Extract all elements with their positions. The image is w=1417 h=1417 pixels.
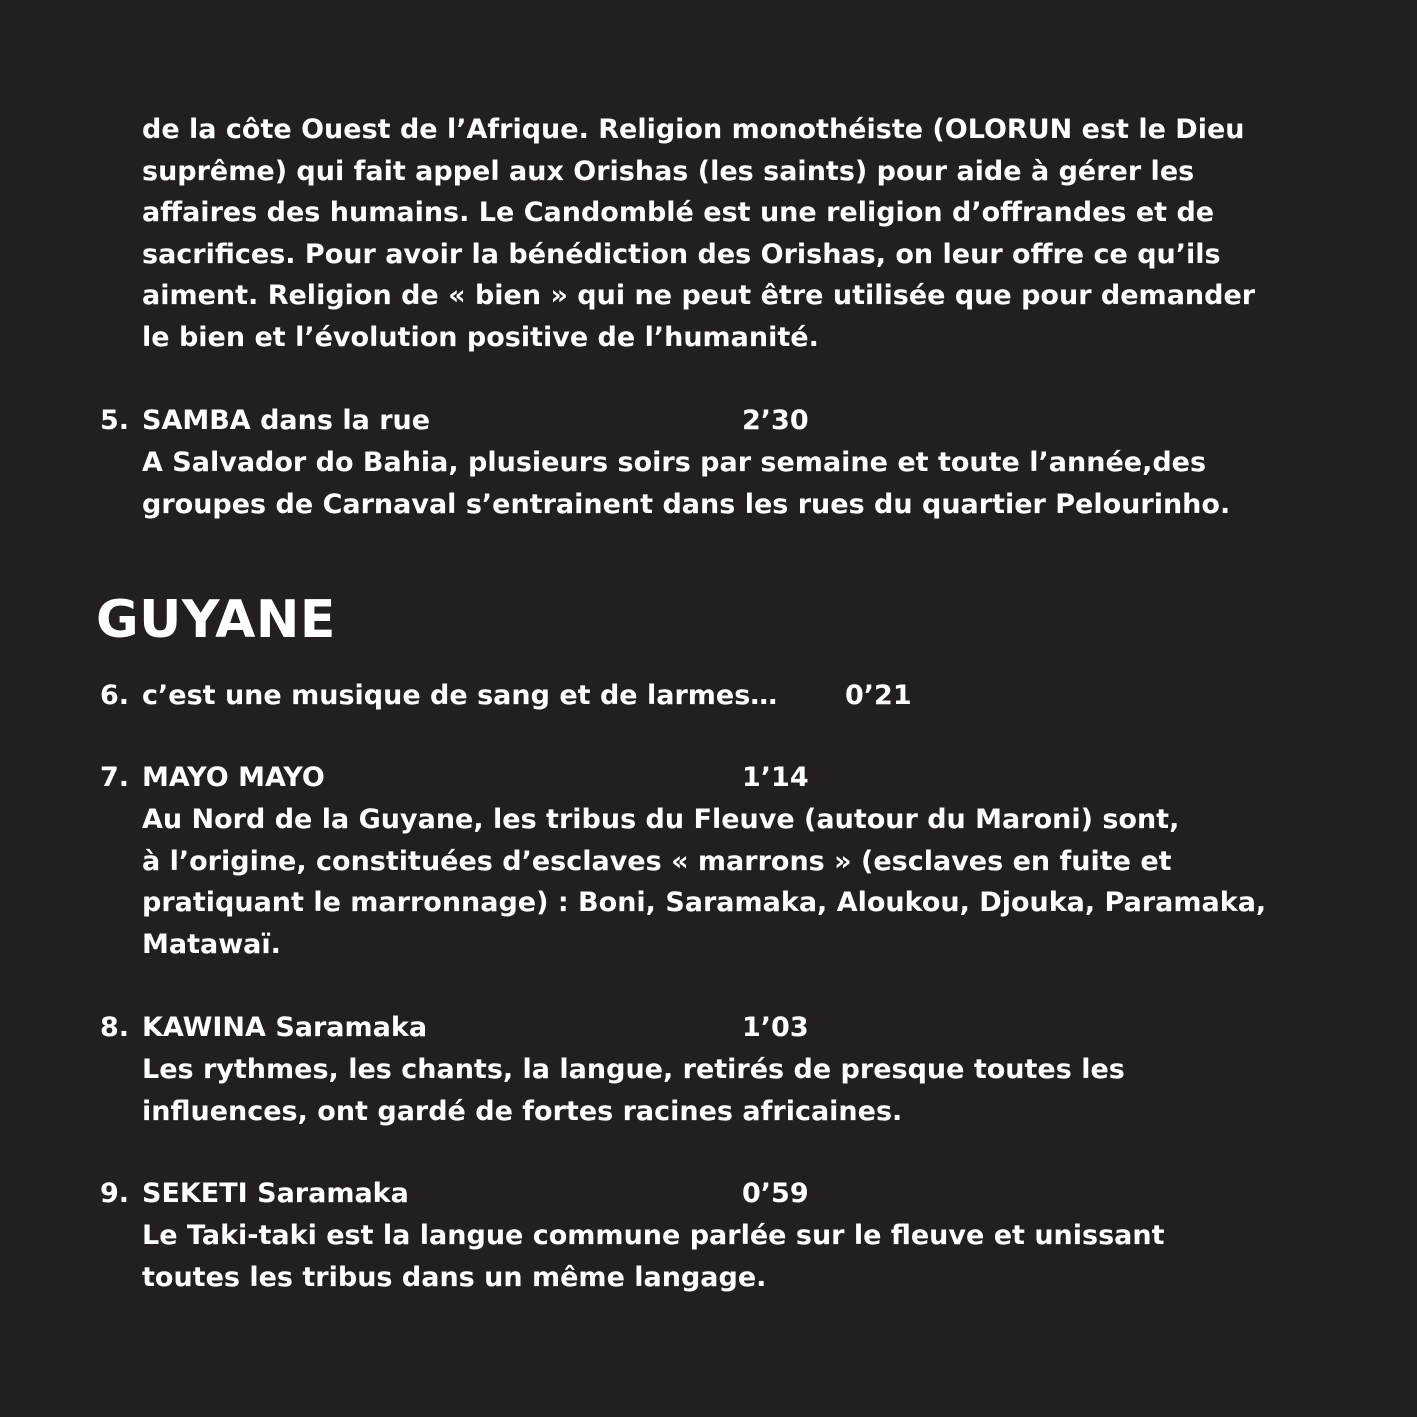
track-duration: 1’03 <box>742 1012 809 1043</box>
track-duration: 2’30 <box>742 405 809 436</box>
track-number: 6. <box>100 680 130 711</box>
track-8-header <box>100 1007 1300 1049</box>
track-number: 8. <box>100 1012 130 1043</box>
track-title: c’est une musique de sang et de larmes… <box>142 680 778 711</box>
track-6-header <box>100 675 1300 717</box>
track-5-description: A Salvador do Bahia, plusieurs soirs par semaine et toute l’année,des groupes de Carnaval s’entrainent dans les rues du quartier Pelourinho. <box>142 447 1231 520</box>
track-7-header <box>100 757 1300 799</box>
track-number: 9. <box>100 1178 130 1209</box>
track-9-header <box>100 1173 1300 1215</box>
track-title: KAWINA Saramaka <box>142 1012 428 1043</box>
track-duration: 0’21 <box>845 680 912 711</box>
track-duration: 0’59 <box>742 1178 809 1209</box>
track-9-description: Le Taki-taki est la langue commune parlée sur le fleuve et unissant toutes les tribus dans un même langage. <box>142 1220 1165 1293</box>
track-8-description: Les rythmes, les chants, la langue, retirés de presque toutes les influences, ont gardé de fortes racines africaines. <box>142 1054 1125 1127</box>
track-5-header <box>100 400 1300 442</box>
track-7-description: Au Nord de la Guyane, les tribus du Fleuve (autour du Maroni) sont, à l’origine, constituées d’esclaves « marrons » (esclaves en fuite et pratiquant le marronnage) : Boni, Saramaka, Aloukou, Djouka, Paramaka, Matawaï. <box>142 804 1267 960</box>
track-duration: 1’14 <box>742 762 809 793</box>
track-title: MAYO MAYO <box>142 762 325 793</box>
intro-paragraph: de la côte Ouest de l’Afrique. Religion monothéiste (OLORUN est le Dieu suprême) qui fait appel aux Orishas (les saints) pour aide à gérer les affaires des humains. Le Candomblé est une religion d’offrandes et de sacrifices. Pour avoir la bénédiction des Orishas, on leur offre ce qu’ils aiment. Religion de « bien » qui ne peut être utilisée que pour demander le bien et l’évolution positive de l’humanité. <box>142 114 1256 353</box>
section-title: GUYANE <box>96 590 336 650</box>
track-title: SAMBA dans la rue <box>142 405 431 436</box>
track-number: 7. <box>100 762 130 793</box>
track-title: SEKETI Saramaka <box>142 1178 409 1209</box>
track-number: 5. <box>100 405 130 436</box>
